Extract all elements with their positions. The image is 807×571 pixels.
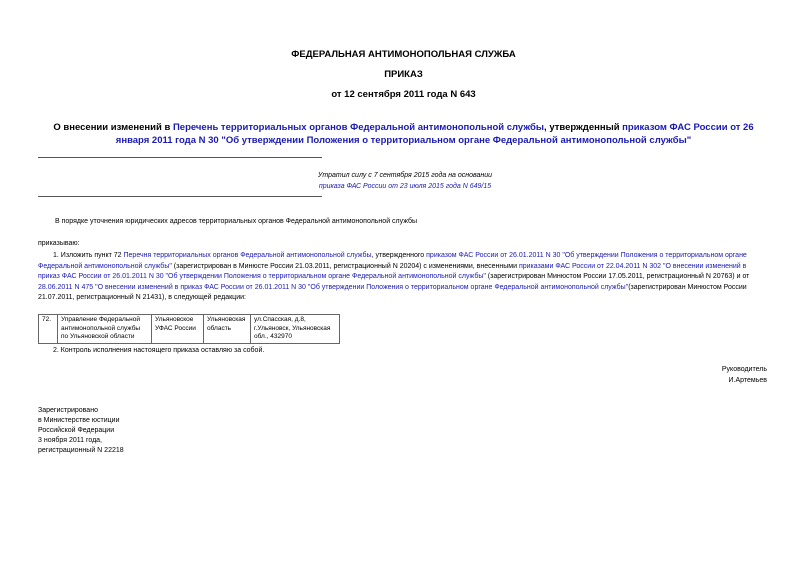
cell-short-name: Ульяновское УФАС России bbox=[152, 315, 204, 344]
item-1 bbox=[38, 251, 770, 304]
intro-text: В порядке уточнения юридических адресов территориальных органов Федеральной антимонопольной службы bbox=[55, 218, 418, 225]
title-middle: , утвержденный bbox=[544, 122, 623, 133]
item1-link-list[interactable]: Перечня территориальных органов Федеральной антимонопольной службы bbox=[123, 252, 372, 259]
table-row bbox=[39, 315, 340, 344]
status-link[interactable]: приказа ФАС России от 23 июля 2015 года N 649/15 bbox=[318, 183, 492, 190]
signer-name: И.Артемьев bbox=[728, 376, 767, 384]
cell-body-name: Управление Федеральной антимонопольной службы по Ульяновской области bbox=[58, 315, 152, 344]
item1-link-order475[interactable]: 28.06.2011 N 475 "О внесении изменений в приказ ФАС России от 26.01.2011 N 30 "Об утверждении Положения о территориальном органе Федеральной антимонопольной службы" bbox=[38, 283, 629, 291]
item1-text-b: , утвержденного bbox=[371, 252, 427, 259]
doc-title bbox=[40, 121, 767, 147]
divider-bottom bbox=[38, 196, 322, 197]
cell-address: ул.Спасская, д.8, г.Ульяновск, Ульяновская обл., 432970 bbox=[251, 315, 340, 344]
divider-top bbox=[38, 157, 322, 158]
item-2: 2. Контроль исполнения настоящего приказа оставляю за собой. bbox=[53, 347, 265, 354]
item1-link-order30[interactable]: приказом ФАС России от 26.01.2011 N 30 "Об утверждении Положения о территориальном органе Федеральной антимонопольной службы" bbox=[38, 252, 747, 270]
item1-text-c: (зарегистрирован в Минюсте России 21.03.2011, регистрационный N 20204) с изменениями, внесенными bbox=[171, 262, 519, 270]
order-word: приказываю: bbox=[38, 240, 80, 247]
title-link-list[interactable]: Перечень территориальных органов Федеральной антимонопольной службы bbox=[172, 122, 545, 133]
item1-text-a: 1. Изложить пункт 72 bbox=[53, 252, 124, 259]
cell-region: Ульяновская область bbox=[204, 315, 251, 344]
status-note bbox=[300, 170, 510, 192]
territorial-body-table bbox=[38, 314, 340, 344]
item1-text-d: (зарегистрирован Минюстом России 17.05.2011, регистрационный N 20763) и от bbox=[485, 273, 750, 280]
agency-name: ФЕДЕРАЛЬНАЯ АНТИМОНОПОЛЬНАЯ СЛУЖБА bbox=[291, 49, 516, 60]
registration-block bbox=[38, 406, 124, 456]
signer-position: Руководитель bbox=[721, 366, 767, 373]
item1-link-order302[interactable]: приказами ФАС России от 22.04.2011 N 302 "О внесении изменений в приказ ФАС России от 26.01.2011 N 30 "Об утверждении Положения о территориальном органе Федеральной антимонопольной службы" bbox=[38, 262, 747, 280]
signature-block bbox=[722, 365, 767, 386]
title-prefix: О внесении изменений в bbox=[53, 122, 173, 133]
registration-line: в Министерстве юстиции bbox=[38, 417, 120, 424]
item1-text-e: (зарегистрирован Минюстом России 21.07.2011, регистрационный N 21431), в следующей редакции: bbox=[38, 283, 747, 301]
cell-number: 72. bbox=[39, 315, 58, 344]
doc-type: ПРИКАЗ bbox=[384, 69, 423, 80]
status-line: Утратил силу с 7 сентября 2015 года на основании bbox=[317, 172, 493, 179]
doc-date: от 12 сентября 2011 года N 643 bbox=[331, 89, 476, 100]
registration-line: Российской Федерации bbox=[38, 427, 115, 434]
registration-line: регистрационный N 22218 bbox=[38, 447, 124, 454]
registration-line: 3 ноября 2011 года, bbox=[38, 437, 103, 444]
title-link-order[interactable]: приказом ФАС России от 26 января 2011 года N 30 "Об утверждении Положения о территориальном органе Федеральной антимонопольной службы" bbox=[115, 122, 754, 146]
registration-line: Зарегистрировано bbox=[38, 407, 98, 414]
